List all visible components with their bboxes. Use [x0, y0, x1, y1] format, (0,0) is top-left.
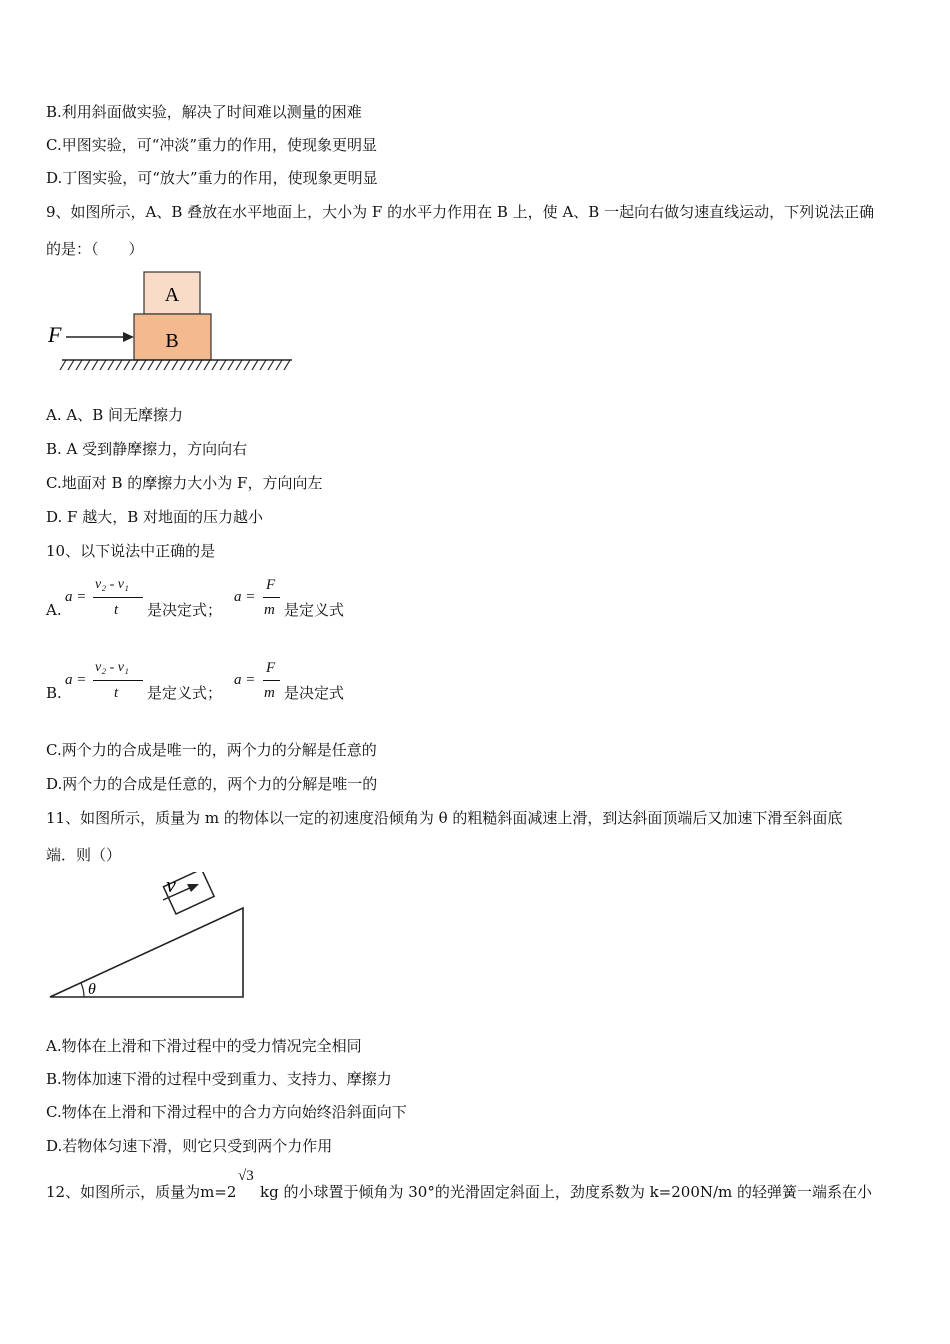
q10-b-text2: 是决定式: [284, 684, 345, 702]
q10-option-d: D.两个力的合成是任意的，两个力的分解是唯一的: [46, 775, 378, 793]
block-b-label: B: [165, 330, 179, 352]
q10-a-text2: 是定义式: [284, 601, 345, 619]
q9-stem-line-2: 的是：（ ）: [46, 240, 144, 258]
q8-option-d: D.丁图实验，可“放大”重力的作用，使现象更明显: [46, 169, 378, 187]
q11-option-d: D.若物体匀速下滑，则它只受到两个力作用: [46, 1137, 333, 1155]
q12-sqrt: √3: [238, 1168, 254, 1184]
q10-a-formula1-lhs: a =: [65, 589, 87, 605]
angle-arc: [81, 983, 84, 997]
q11-stem-line-1: 11、如图所示，质量为 m 的物体以一定的初速度沿倾角为 θ 的粗糙斜面减速上滑，到达斜面顶端后又加速下滑至斜面底: [46, 809, 843, 827]
ground-hatching: [60, 360, 290, 370]
q10-a-formula2-denominator: m: [264, 602, 275, 618]
q10-a-formula1-bar: [93, 597, 143, 598]
q10-a-formula2-bar: [263, 597, 280, 598]
q10-option-b-prefix: B.: [46, 684, 62, 702]
q10-b-formula2-numerator: F: [266, 660, 276, 676]
force-label: F: [48, 322, 62, 347]
velocity-label: v: [166, 872, 176, 897]
q10-option-a: [0, 575, 950, 625]
q10-a-formula1-numerator: v₂ - v₁: [95, 577, 129, 592]
q12-stem-post: kg 的小球置于倾角为 30°的光滑固定斜面上，劲度系数为 k=200N/m 的轻弹簧一端系在小: [260, 1183, 873, 1201]
q9-option-a: A. A、B 间无摩擦力: [46, 406, 183, 424]
q11-stem-line-2: 端．则（）: [46, 846, 122, 864]
block-a-label: A: [164, 284, 180, 306]
q12-stem-pre: 12、如图所示，质量为m=2: [46, 1183, 237, 1201]
q11-option-b: B.物体加速下滑的过程中受到重力、支持力、摩擦力: [46, 1070, 392, 1088]
q11-option-a: A.物体在上滑和下滑过程中的受力情况完全相同: [46, 1037, 362, 1055]
q10-a-text1: 是决定式；: [147, 601, 223, 619]
q9-option-b: B. A 受到静摩擦力，方向向右: [46, 440, 248, 458]
q11-figure-incline: [44, 872, 254, 1004]
q9-stem-line-1: 9、如图所示，A、B 叠放在水平地面上，大小为 F 的水平力作用在 B 上，使 A、B 一起向右做匀速直线运动，下列说法正确: [46, 203, 875, 221]
q10-b-formula2-lhs: a =: [234, 672, 256, 688]
q12-stem: [46, 1168, 926, 1208]
angle-label: θ: [88, 981, 96, 998]
q10-option-b: [0, 658, 950, 708]
q10-b-formula1-numerator: v₂ - v₁: [95, 660, 129, 675]
incline-triangle: [50, 908, 243, 997]
force-arrowhead-icon: [123, 332, 134, 342]
q10-option-a-prefix: A.: [46, 601, 62, 619]
q8-option-b: B.利用斜面做实验，解决了时间难以测量的困难: [46, 103, 362, 121]
q10-stem: 10、以下说法中正确的是: [46, 542, 216, 560]
q10-a-formula2-lhs: a =: [234, 589, 256, 605]
q10-b-formula2-bar: [263, 680, 280, 681]
q10-b-formula1-lhs: a =: [65, 672, 87, 688]
q9-option-c: C.地面对 B 的摩擦力大小为 F，方向向左: [46, 474, 323, 492]
q10-b-text1: 是定义式；: [147, 684, 223, 702]
q10-b-formula2-denominator: m: [264, 685, 275, 701]
q10-a-formula2-numerator: F: [266, 577, 276, 593]
q10-b-formula1-denominator: t: [114, 685, 119, 701]
q8-option-c: C.甲图实验，可“冲淡”重力的作用，使现象更明显: [46, 136, 378, 154]
q10-option-c: C.两个力的合成是唯一的，两个力的分解是任意的: [46, 741, 377, 759]
q10-a-formula1-denominator: t: [114, 602, 119, 618]
q11-option-c: C.物体在上滑和下滑过程中的合力方向始终沿斜面向下: [46, 1103, 407, 1121]
q9-figure-stacked-blocks: [44, 268, 300, 376]
q10-b-formula1-bar: [93, 680, 143, 681]
q9-option-d: D. F 越大，B 对地面的压力越小: [46, 508, 263, 526]
